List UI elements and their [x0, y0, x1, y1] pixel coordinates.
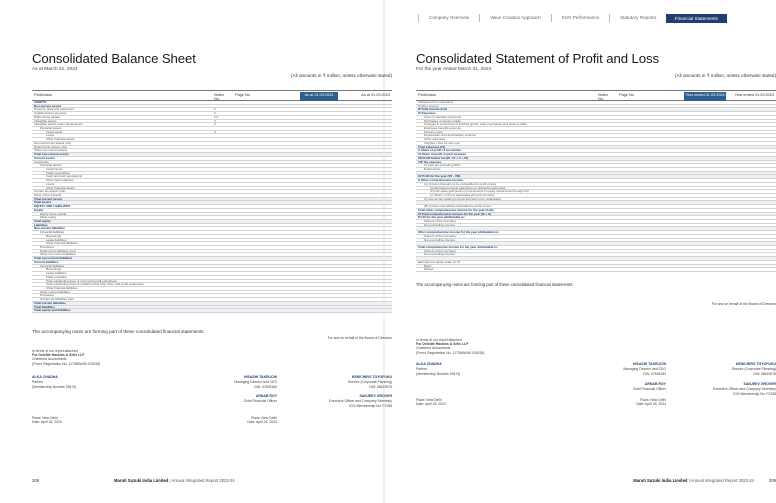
page-number: 308 [32, 478, 39, 483]
nav-tab-esg[interactable]: ESG Performance [551, 14, 609, 22]
signatory-title: Managing Director and CEO [234, 380, 277, 384]
row-label: Equity share capital [40, 211, 67, 216]
table-header [416, 90, 776, 101]
row-label: Deferred tax liabilities (net) [40, 248, 76, 253]
table-body [416, 101, 776, 272]
row-label: Current tax liabilities (net) [40, 297, 75, 302]
page-title: Consolidated Balance Sheet [32, 51, 196, 66]
row-note-no: 2 [214, 107, 216, 112]
row-label: Profit for the year attributable to: [418, 215, 465, 220]
row-label: Financial liabilities [40, 263, 65, 268]
row-label: Other financial liabilities [46, 285, 78, 290]
row-label: Other current assets [34, 192, 62, 197]
accompanying-note: The accompanying notes are forming part of these consolidated financial statements [32, 329, 204, 334]
place: Place: New Delhi [251, 416, 277, 420]
row-label: Provisions [40, 293, 54, 298]
signatory-icsi: ICSI Membership No: F3788 [733, 392, 776, 396]
row-label: Borrowings [46, 267, 62, 272]
row-label: Deferred tax [424, 166, 441, 171]
row-label: Total outstanding dues of micro and small enterprises [46, 278, 117, 283]
place-date [416, 398, 446, 406]
header-page: Page No. [619, 93, 635, 97]
signatory-name: ALKA CHADHA [416, 362, 442, 366]
place: Place: New Delhi [32, 416, 58, 420]
row-label: V Share of profit of associates [418, 148, 462, 153]
row-label: Other non-current assets [34, 148, 68, 153]
row-label: Financial assets [40, 126, 62, 131]
page-title: Consolidated Statement of Profit and Loss [416, 51, 659, 66]
table-row [416, 268, 776, 272]
amounts-note: (All amounts in ₹ million, unless otherwise stated) [675, 73, 776, 78]
row-label: (a) Remeasurements (gain)/loss on defined benefit plans [430, 185, 506, 190]
auditor-block [32, 349, 100, 366]
row-label: Earnings per equity share (in ₹) [418, 259, 461, 264]
row-label: Property, plant and equipment [34, 107, 74, 112]
header-current-year: Year ended 31.03.2024 [684, 92, 726, 101]
footer-brand: Maruti Suzuki India Limited [633, 478, 688, 483]
signatory-title: Partner [32, 380, 44, 384]
row-label: Investments [46, 166, 63, 171]
page-footer [114, 478, 235, 483]
nav-tab-value-creation[interactable]: Value Creation Approach [479, 14, 551, 22]
nav-tab-statutory[interactable]: Statutory Reports [609, 14, 666, 22]
row-label: VI Share of profit in joint ventures [418, 152, 467, 157]
row-label: Total current liabilities [34, 300, 66, 305]
row-label: Total expenses (IV) [418, 144, 446, 149]
row-label: Diluted [424, 267, 434, 272]
row-label: Loans [46, 181, 55, 186]
row-note-no: 3 [214, 122, 216, 127]
row-label: Deferred tax assets (net) [34, 144, 68, 149]
row-label: II Other income [418, 103, 439, 108]
auditor-line: Chartered Accountants [416, 346, 451, 351]
signatory-membership: (Membership Number 93474) [32, 385, 77, 389]
page-subtitle: For the year ended March 31, 2024 [416, 67, 492, 72]
row-label: EQUITY AND LIABILITIES [34, 204, 71, 209]
row-label: XI Total comprehensive income for the year (IX + X) [418, 211, 492, 216]
row-label: Intangible assets under development [34, 122, 84, 127]
auditor-line: (Firm's Registration No. 117366W/W-100018) [416, 350, 485, 355]
signatory-name: SANJEEV GROVER [743, 382, 776, 386]
row-label: Non-current assets [34, 103, 62, 108]
auditor-line: (Firm's Registration No. 117366W/W-100018) [32, 361, 101, 366]
row-label: Other non-current liabilities [40, 252, 76, 257]
signatory-din: DIN: 07806180 [643, 372, 666, 376]
row-label: Borrowings [46, 233, 62, 238]
footer-report: Annual Integrated Report 2023-24 [690, 478, 754, 483]
row-label: IX Profit for the year (VII - VIII) [418, 174, 461, 179]
row-label: Owners of the Company [424, 248, 457, 253]
row-label: Right-of-use assets [34, 114, 60, 119]
row-label: III Total income (I+II) [418, 107, 447, 112]
row-label: Depreciation and amortisation expense [424, 133, 477, 138]
signatory-title: Chief Financial Officer [632, 387, 666, 391]
row-label: Current assets [34, 155, 56, 160]
signatory-title: Director (Corporate Planning) [731, 367, 776, 371]
board-behalf: For and on behalf of the Board of Directors [711, 302, 776, 306]
header-notes: Notes No. [214, 93, 224, 102]
row-label: Total assets [34, 200, 52, 205]
signatory-name: ALKA CHADHA [32, 375, 58, 379]
place: Place: New Delhi [640, 398, 666, 402]
place-date [32, 416, 62, 424]
row-label: IV Expenses [418, 111, 436, 116]
row-label: Total comprehensive income for the year attributable to: [418, 245, 499, 250]
signatory-title: Chief Financial Officer [243, 399, 277, 403]
page-footer [633, 478, 754, 483]
row-note-no: 2 [214, 111, 216, 116]
row-label: Finance costs [424, 129, 443, 134]
row-label: Non-current liabilities [34, 226, 65, 231]
signatory-title: Director (Corporate Planning) [347, 380, 392, 384]
place: Place: New Delhi [416, 398, 442, 402]
auditor-line: Chartered Accountants [32, 357, 67, 362]
table-row [32, 309, 392, 313]
row-label: Owners of the Company [424, 233, 457, 238]
row-label: Non-current tax assets (net) [34, 140, 72, 145]
place-date [207, 416, 277, 424]
row-label: Capital work-in-progress [34, 111, 67, 116]
row-label: Other financial liabilities [46, 241, 78, 246]
signatory-name: SANJEEV GROVER [359, 394, 392, 398]
row-label: Financial liabilities [40, 230, 65, 235]
footer-separator: | [169, 478, 172, 483]
header-current-year: As at 31.03.2024 [300, 92, 338, 101]
row-label: Total current assets [34, 196, 63, 201]
row-label: Non-controlling interest [424, 252, 455, 257]
row-label: (B) (i) Items that will be reclassified to profit or loss [424, 204, 492, 209]
page-number: 309 [769, 478, 776, 483]
place-date [591, 398, 666, 406]
row-label: Other equity [40, 215, 57, 220]
row-label: Non-controlling interest [424, 222, 455, 227]
date: Date: April 26, 2024 [636, 402, 666, 407]
row-label: Other bank balances [46, 178, 74, 183]
row-label: Total non-current assets [34, 152, 69, 157]
row-label: Intangible assets [34, 118, 57, 123]
signatory-name: HISASHI TAKEUCHI [633, 362, 666, 366]
row-label: Other comprehensive income for the year attributable to: [418, 230, 500, 235]
date: Date: April 26, 2024 [416, 402, 446, 407]
row-label: (A) (i) Items that will not be reclassified to profit or loss [424, 181, 497, 186]
header-previous-year: As at 31.03.2023 [361, 93, 390, 97]
signatory-name: KENICHIRO TOYOFUKU [351, 375, 392, 379]
row-label: I Revenue from operations [418, 100, 454, 104]
signatory-din: DIN: 08619076 [369, 385, 392, 389]
footer-report: Annual Integrated Report 2023-24 [171, 478, 235, 483]
row-label: Current tax assets (net) [34, 189, 66, 194]
row-label: Lease liabilities [46, 271, 67, 276]
row-note-no: 2.2 [214, 114, 219, 119]
row-label: Purchases of stock-in-trade [424, 118, 461, 123]
signatory-name: ARNAB ROY [255, 394, 277, 398]
header-particulars: Particulars [418, 93, 436, 97]
row-label: Current tax (including MAT) [424, 163, 461, 168]
nav-tab-company-overview[interactable]: Company Overview [418, 14, 479, 22]
table-header [32, 90, 392, 101]
signatory-membership: (Membership Number 93474) [416, 372, 461, 376]
profit-loss-table [416, 90, 776, 272]
signatory-title: Partner [416, 367, 428, 371]
signatory-name: KENICHIRO TOYOFUKU [735, 362, 776, 366]
row-note-no: 3 [214, 118, 216, 123]
header-previous-year: Year ended 31.03.2023 [734, 93, 774, 97]
row-label: Financial assets [40, 163, 62, 168]
row-label: X Other comprehensive income [418, 178, 464, 183]
row-label: Total liabilities [34, 304, 55, 309]
date: Date: April 26, 2024 [247, 420, 277, 425]
header-page: Page No. [235, 93, 251, 97]
row-label: Current liabilities [34, 259, 59, 264]
right-page [416, 0, 776, 503]
signatory-name: HISASHI TAKEUCHI [244, 375, 277, 379]
auditor-block [416, 338, 484, 355]
signatory-title: Executive Officer and Company Secretary [712, 387, 776, 391]
signatory-title: Managing Director and CEO [623, 367, 666, 371]
nav-tab-financial-statements[interactable]: Financial Statements [666, 14, 727, 23]
row-label: Owners of the Company [424, 219, 457, 223]
row-label: Total other comprehensive income for the year (A+B) [418, 207, 494, 212]
row-label: Other current liabilities [40, 289, 70, 294]
row-label: (b) Fair value gain/(loss) on investments in equity instruments through OCI [430, 189, 529, 194]
row-label: Vehicles / dies for own use [424, 140, 460, 145]
accompanying-note: The accompanying notes are forming part of these consolidated financial statements [416, 282, 573, 287]
auditor-line: In terms of our report attached [32, 349, 78, 353]
row-label: Equity [34, 207, 44, 212]
signatory-title: Executive Officer and Company Secretary [328, 399, 392, 403]
signatory-icsi: ICSI Membership No: F3788 [349, 404, 392, 408]
row-label: Total outstanding dues of creditors other than micro and small enterprises [46, 282, 144, 287]
date: Date: April 26, 2024 [32, 420, 62, 425]
row-label: Other financial assets [46, 185, 75, 190]
balance-sheet-table [32, 90, 392, 313]
signatory-name: ARNAB ROY [644, 382, 666, 386]
row-label: Non-controlling interest [424, 237, 455, 242]
row-label: Investments [46, 129, 63, 134]
row-label: Trade payables [46, 274, 67, 279]
row-label: Other financial assets [46, 137, 75, 142]
row-label: (ii) Income tax relating to items that will not be reclassified [424, 196, 501, 201]
row-label: Changes in inventories of finished goods, work-in-progress and stock-in-trade [424, 122, 527, 127]
row-label: Employee benefits expense [424, 126, 461, 131]
auditor-line: For Deloitte Haskins & Sells LLP [416, 342, 469, 347]
row-label: Total equity [34, 219, 51, 223]
row-label: Loans [46, 133, 55, 138]
row-label: Trade receivables [46, 170, 70, 175]
row-label: Liabilities [34, 222, 48, 227]
footer-separator: | [688, 478, 691, 483]
signatory-din: DIN: 07806180 [254, 385, 277, 389]
row-note-no: 4 [214, 129, 216, 134]
page-subtitle: As at March 31, 2024 [32, 67, 78, 72]
row-label: VII Profit before tax (III - IV + V + VI) [418, 155, 469, 160]
auditor-line: For Deloitte Haskins & Sells LLP [32, 353, 85, 358]
left-page [32, 0, 392, 503]
header-particulars: Particulars [34, 93, 52, 97]
auditor-line: In terms of our report attached [416, 338, 462, 342]
row-label: Cost of materials consumed [424, 114, 462, 119]
row-label: Cash and cash equivalents [46, 174, 83, 179]
table-body [32, 101, 392, 313]
row-label: ASSETS [34, 100, 47, 104]
row-label: Basic [424, 263, 432, 268]
amounts-note: (All amounts in ₹ million, unless otherwise stated) [291, 73, 392, 78]
row-label: Total equity and liabilities [34, 308, 71, 313]
row-label: Inventories [34, 159, 49, 164]
header-notes: Notes No. [598, 93, 608, 102]
signatory-din: DIN: 08619076 [753, 372, 776, 376]
row-label: (c) Share in OCI of associates and joint ventures [430, 192, 495, 197]
footer-brand: Maruti Suzuki India Limited [114, 478, 169, 483]
row-label: Total non-current liabilities [34, 256, 73, 261]
board-behalf: For and on behalf of the Board of Directors [327, 336, 392, 340]
row-label: Lease liabilities [46, 237, 67, 242]
row-label: VIII Tax expense [418, 159, 442, 164]
row-label: Provisions [40, 245, 54, 250]
row-label: Other expenses [424, 137, 446, 142]
